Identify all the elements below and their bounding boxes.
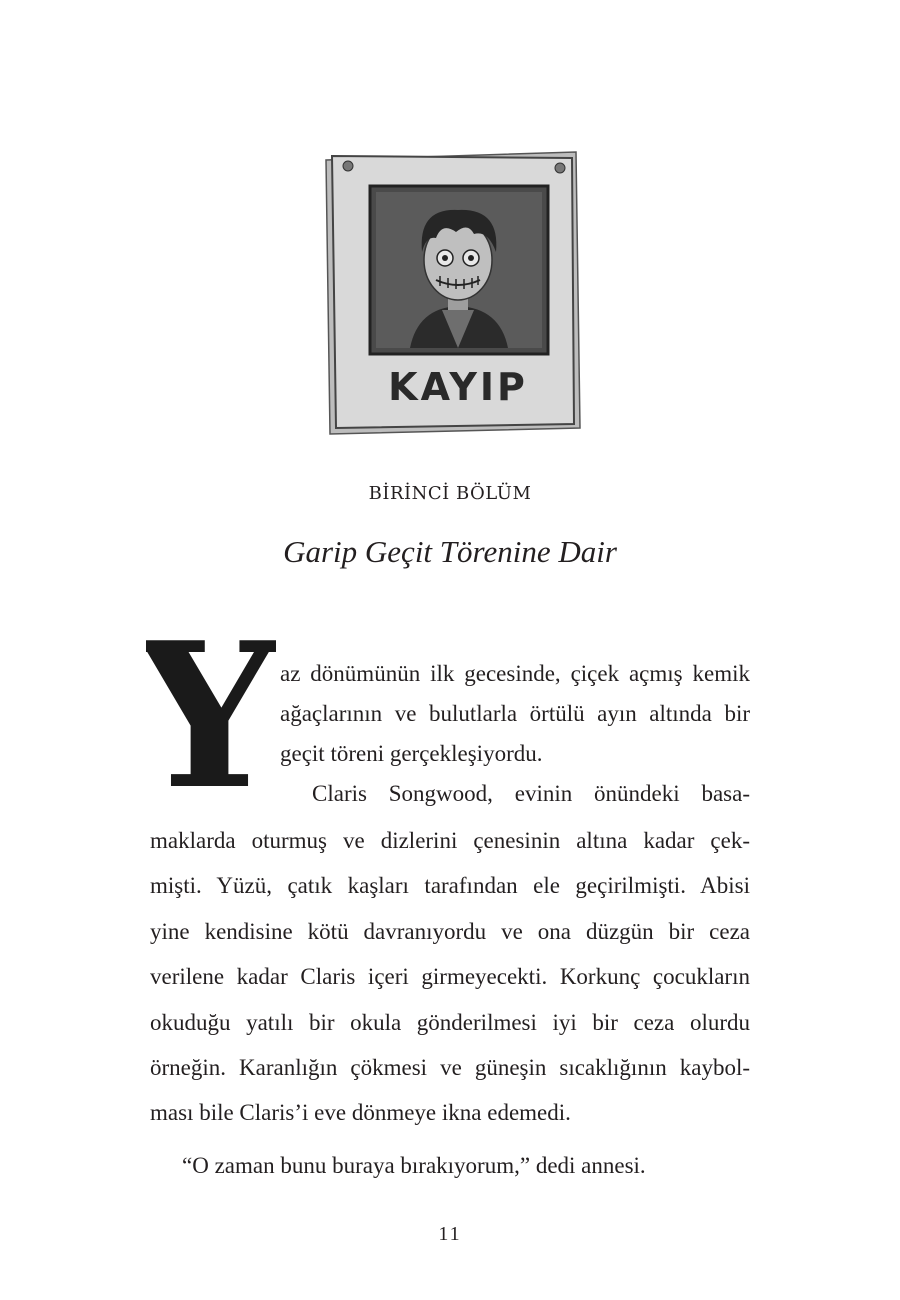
poster-label: KAYIP <box>388 365 528 409</box>
body-line-8 <box>150 962 750 992</box>
dropcap-y-drawing <box>146 628 276 798</box>
body-line-text: ağaçlarının ve bulutlarla örtülü ayın altında bir <box>280 701 750 726</box>
body-line-9 <box>150 1008 750 1038</box>
body-line-text: maklarda oturmuş ve dizlerini çenesinin altına kadar çek- <box>150 828 750 853</box>
body-line-7 <box>150 917 750 947</box>
body-line-10 <box>150 1053 750 1083</box>
body-line-5 <box>150 826 750 856</box>
body-line-text: okuduğu yatılı bir okula gönderilmesi iyi bir ceza olurdu <box>150 1010 750 1035</box>
missing-poster-drawing <box>318 148 586 436</box>
missing-poster-illustration <box>318 148 586 436</box>
body-line-12: “O zaman bunu buraya bırakıyorum,” dedi annesi. <box>182 1153 646 1178</box>
body-line-4 <box>312 779 750 809</box>
body-line-text: az dönümünün ilk gecesinde, çiçek açmış kemik <box>280 661 750 686</box>
body-line-11: ması bile Claris’i eve dönmeye ikna edemedi. <box>150 1100 571 1125</box>
chapter-label: BİRİNCİ BÖLÜM <box>368 483 532 504</box>
body-line-text: verilene kadar Claris içeri girmeyecekti. Korkunç çocukların <box>150 964 750 989</box>
body-line-6 <box>150 871 750 901</box>
body-line-text: mişti. Yüzü, çatık kaşları tarafından ele geçirilmişti. Abisi <box>150 873 750 898</box>
chapter-title: Garip Geçit Törenine Dair <box>283 534 617 569</box>
body-line-text: yine kendisine kötü davranıyordu ve ona düzgün bir ceza <box>150 919 750 944</box>
body-line-3: geçit töreni gerçekleşiyordu. <box>280 741 543 766</box>
body-line-text: örneğin. Karanlığın çökmesi ve güneşin sıcaklığının kaybol- <box>150 1055 750 1080</box>
dropcap-letter <box>146 628 276 798</box>
body-line-1 <box>280 659 750 689</box>
body-line-2 <box>280 699 750 729</box>
body-line-text: Claris Songwood, evinin önündeki basa- <box>312 781 750 806</box>
dropcap-glyph: Y <box>146 628 276 798</box>
page-number: 11 <box>438 1223 462 1245</box>
